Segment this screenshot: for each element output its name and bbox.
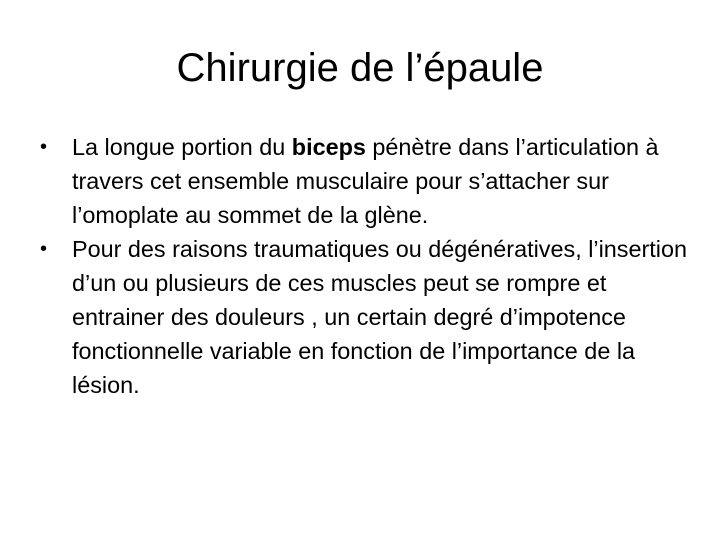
bullet-item-biceps (38, 130, 688, 232)
bullet-text: Pour des raisons traumatiques ou dégénératives, l’insertion d’un ou plusieurs de ces muscles peut se rompre et entrainer des douleurs , un certain degré d’impotence fonctionnelle variable en fonction de l’importance de la lésion. (72, 236, 687, 398)
bullet-item-causes (38, 232, 688, 402)
bullet-icon: • (40, 238, 48, 260)
bullet-text-bold-biceps: biceps (291, 134, 366, 160)
bullet-text-end: pénètre dans l’articulation à travers cet ensemble musculaire pour s’attacher sur l’omoplate au sommet de la glène. (72, 134, 659, 228)
slide-title: Chirurgie de l’épaule (176, 46, 544, 90)
bullet-list (38, 130, 688, 402)
bullet-text-start: La longue portion du (72, 134, 292, 160)
bullet-icon: • (40, 136, 48, 158)
